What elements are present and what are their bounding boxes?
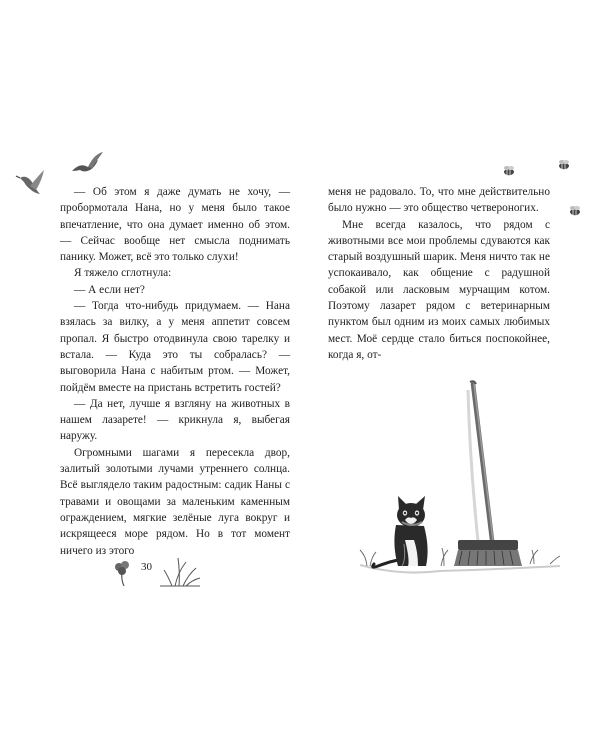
paragraph: — Да нет, лучше я взгляну на животных в нашем лазарете! — крикнула я, выбегая наружу. — [60, 397, 290, 443]
paragraph: — Об этом я даже думать не хочу, — пробормотала Нана, но у меня было такое впечатление, что она думает именно об этом. — Сейчас вообще нет смысла поднимать панику. Может, всё это только слухи! — [60, 186, 290, 264]
paragraph: — А если нет? — [74, 283, 145, 296]
bees-illustration — [504, 160, 580, 215]
grass-icon — [160, 558, 200, 586]
clover-and-grass-illustration — [115, 558, 200, 586]
page-number: 30 — [141, 561, 152, 573]
cat-and-broom-illustration — [360, 381, 560, 572]
clover-icon — [115, 561, 129, 586]
paragraph: меня не радовало. То, что мне действительно было нужно — это общество четвероногих. — [328, 186, 550, 215]
cat-icon — [373, 496, 428, 567]
paragraph: Я тяжело сглотнула: — [74, 267, 172, 280]
bee-icon — [504, 166, 514, 175]
paragraph: Мне всегда казалось, что рядом с животными все мои проблемы сдуваются как старый воздушный шарик. Меня ничто так не успокаивало, как общение с радушной собакой или ласковым мурчащим котом. Поэтому лазарет рядом с ветеринарным пунктом был одним из моих самых любимых мест. Моё сердце стало биться поспокойнее, когда я, от- — [328, 218, 550, 361]
bee-icon — [559, 160, 569, 169]
seagull-icon — [72, 152, 103, 172]
bee-icon — [570, 206, 580, 215]
paragraph: Огромными шагами я пересекла двор, залитый золотыми лучами утреннего солнца. Всё выглядело таким радостным: садик Наны с травами и овощами за маленьким каменным ограждением, мягкие зелёные луга вокруг и искрящееся море рядом. Но в тот момент ничего из этого — [60, 446, 290, 557]
seagull-icon — [16, 170, 44, 194]
broom-icon — [454, 381, 522, 566]
seagulls-illustration — [16, 152, 103, 194]
shadow — [360, 565, 560, 573]
paragraph: — Тогда что-нибудь придумаем. — Нана взялась за вилку, а у меня аппетит совсем пропал. Я быстро отодвинула свою тарелку и встала. — Куда это ты собралась? — выговорила Нана с набитым ртом. — Может, пойдём вместе на пристань встретить гостей? — [60, 300, 290, 394]
